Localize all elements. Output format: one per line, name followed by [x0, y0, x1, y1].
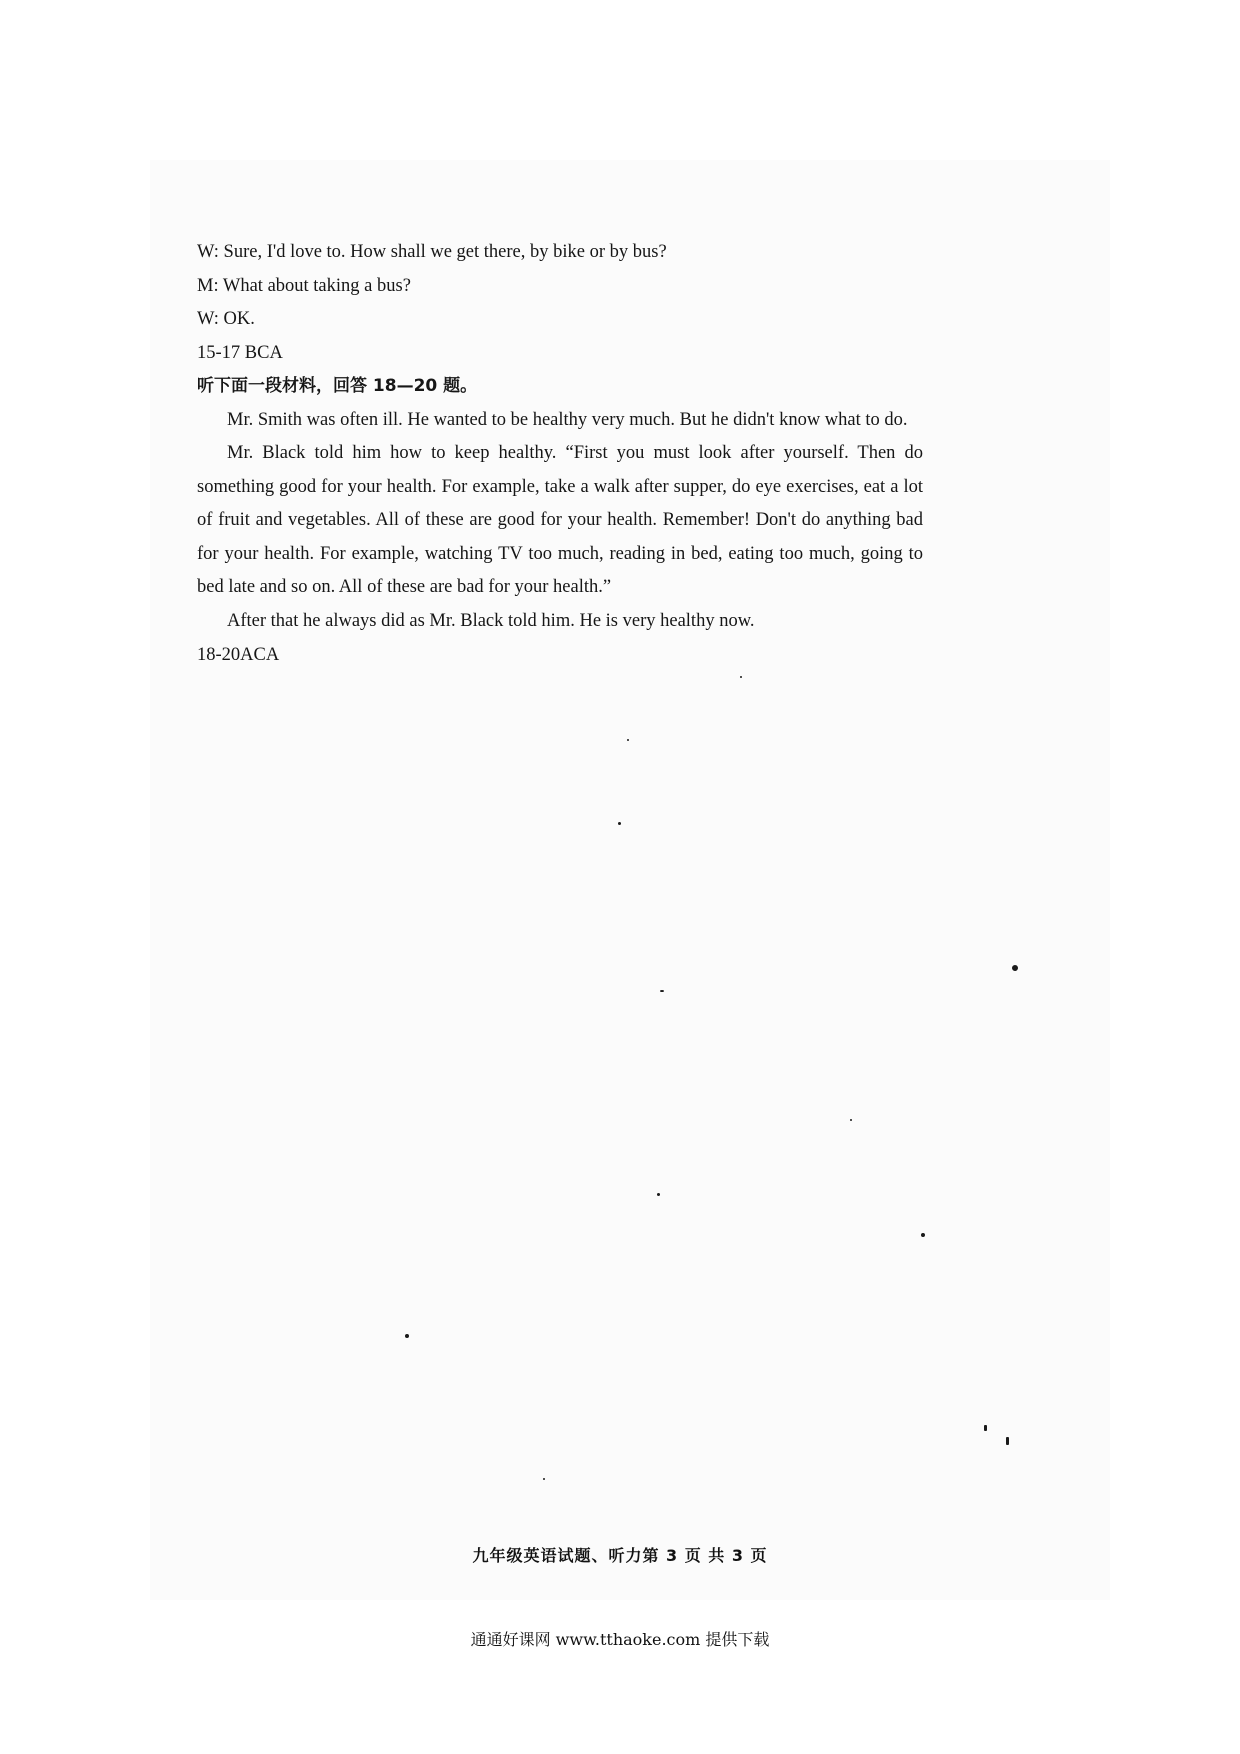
dialogue-line-2: M: What about taking a bus?	[197, 275, 411, 296]
passage-paragraph-3: After that he always did as Mr. Black told him. He is very healthy now.	[227, 611, 755, 632]
scan-speck	[1006, 1437, 1009, 1445]
scan-speck	[1012, 965, 1018, 971]
scan-speck	[405, 1334, 409, 1338]
site-credit-footer: 通通好课网 www.tthaoke.com 提供下载	[470, 1630, 770, 1649]
dialogue-line-3: W: OK.	[197, 309, 255, 329]
scan-speck	[543, 1478, 545, 1480]
answer-15-17: 15-17 BCA	[197, 342, 283, 363]
scan-speck	[740, 676, 742, 678]
dialogue-line-1: W: Sure, I'd love to. How shall we get there, by bike or by bus?	[197, 242, 667, 262]
document-body	[197, 236, 923, 672]
scan-speck	[850, 1119, 852, 1121]
passage-paragraph-1: Mr. Smith was often ill. He wanted to be healthy very much. But he didn't know what to do.	[227, 409, 908, 430]
scan-speck	[618, 822, 621, 825]
page-number-footer: 九年级英语试题、听力第 3 页 共 3 页	[472, 1546, 768, 1565]
scan-speck	[921, 1233, 925, 1237]
scan-speck	[660, 990, 664, 992]
scan-speck	[627, 739, 629, 741]
scan-speck	[657, 1193, 660, 1196]
passage-paragraph-2: Mr. Black told him how to keep healthy. “First you must look after yourself. Then do something good for your health. For example, take a walk after supper, do eye exercises, eat a lot of fruit and vegetables. All of these are good for your health. Remember! Don't do anything bad for your health. For example, watching TV too much, reading in bed, eating too much, going to bed late and so on. All of these are bad for your health.”	[197, 443, 923, 598]
answer-18-20: 18-20ACA	[197, 644, 280, 665]
section-heading: 听下面一段材料，回答 18—20 题。	[197, 376, 478, 396]
scan-speck	[984, 1425, 987, 1431]
